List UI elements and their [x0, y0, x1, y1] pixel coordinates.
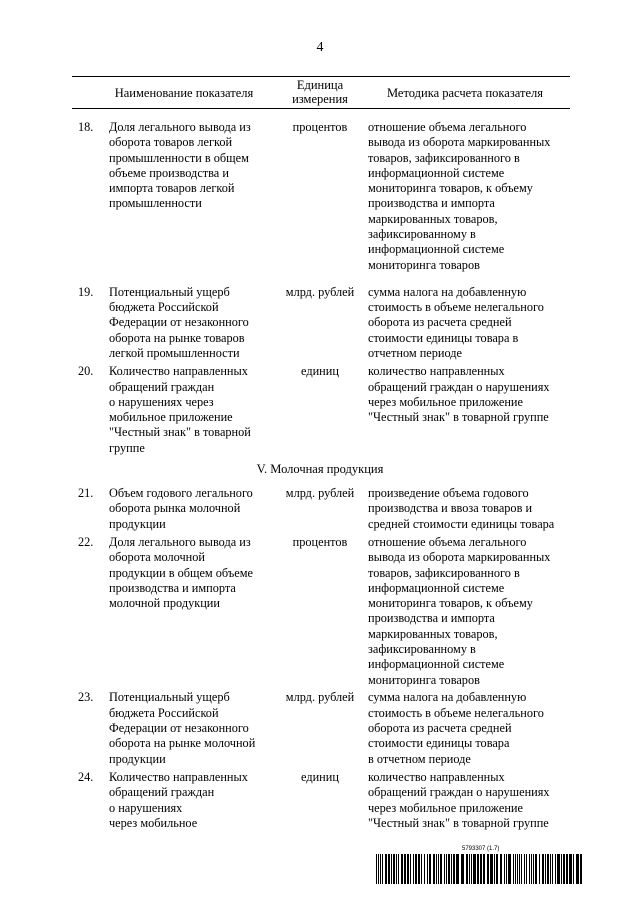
row-number: 18.: [78, 120, 94, 134]
indicator-unit: млрд. рублей: [285, 690, 355, 705]
column-header-method: Методика расчета показателя: [386, 86, 544, 100]
section-title: V. Молочная продукция: [256, 462, 384, 477]
table-row: [0, 364, 640, 456]
indicator-unit: единиц: [301, 364, 339, 379]
indicator-method: отношение объема легального вывода из оборота маркированных товаров, зафиксированного в информационной системе мониторинга товаров, к объему производства и импорта маркированных товаров, зафиксированному в информационной системе мониторинга товаров: [368, 120, 551, 272]
barcode-icon: [376, 854, 584, 884]
table-row: [0, 690, 640, 766]
indicator-name: Потенциальный ущерб бюджета Российской Федерации от незаконного оборота на рынке молочной продукции: [109, 690, 256, 766]
indicator-unit: млрд. рублей: [285, 284, 355, 299]
indicator-method: сумма налога на добавленную стоимость в объеме нелегального оборота из расчета средней стоимости единицы товара в отчетном периоде: [368, 284, 544, 360]
row-number: 21.: [78, 486, 94, 501]
document-barcode: [376, 846, 584, 888]
indicator-method: произведение объема годового производства и ввоза товаров и средней стоимости единицы товара: [368, 486, 555, 531]
indicator-name: Доля легального вывода из оборота товаров легкой промышленности в общем объеме производства и импорта товаров легкой промышленности: [109, 120, 251, 211]
row-number: 20.: [78, 364, 94, 379]
header-top-rule: [72, 76, 570, 77]
indicator-method: отношение объема легального вывода из оборота маркированных товаров, зафиксированного в информационной системе мониторинга товаров, к объему производства и импорта маркированных товаров, зафиксированному в информационной системе мониторинга товаров: [368, 534, 551, 687]
indicator-unit: процентов: [292, 534, 348, 549]
column-header-name: Наименование показателя: [114, 86, 254, 100]
indicator-name: Объем годового легального оборота рынка молочной продукции: [109, 486, 253, 531]
table-row: [0, 770, 640, 831]
table-row: [0, 120, 640, 282]
indicator-table: [0, 120, 640, 831]
row-number: 19.: [78, 284, 94, 299]
table-row: [0, 486, 640, 532]
barcode-id: 5793307 (1.7): [462, 846, 500, 852]
indicator-method: сумма налога на добавленную стоимость в объеме нелегального оборота из расчета средней стоимости единицы товара в отчетном периоде: [368, 690, 544, 766]
indicator-name: Количество направленных обращений граждан о нарушениях через мобильное приложение "Честный знак" в товарной группе: [109, 364, 251, 455]
indicator-method: количество направленных обращений граждан о нарушениях через мобильное приложение "Честный знак" в товарной группе: [368, 364, 550, 425]
indicator-unit: единиц: [301, 769, 339, 784]
column-header-unit: Единица измерения: [292, 78, 348, 106]
indicator-name: Потенциальный ущерб бюджета Российской Федерации от незаконного оборота на рынке товаров легкой промышленности: [109, 284, 249, 360]
row-number: 24.: [78, 769, 94, 784]
header-bottom-rule: [72, 108, 570, 109]
indicator-name: Доля легального вывода из оборота молочной продукции в общем объеме производства и импорта молочной продукции: [109, 534, 253, 611]
row-number: 22.: [78, 534, 94, 549]
indicator-unit: процентов: [292, 120, 348, 134]
indicator-method: количество направленных обращений граждан о нарушениях через мобильное приложение "Честный знак" в товарной группе: [368, 769, 550, 830]
table-row: [0, 285, 640, 361]
indicator-name: Количество направленных обращений граждан о нарушениях через мобильное: [109, 769, 248, 830]
row-number: 23.: [78, 690, 94, 705]
page-number: 4: [316, 40, 324, 55]
indicator-unit: млрд. рублей: [285, 486, 355, 501]
table-row: [0, 535, 640, 687]
